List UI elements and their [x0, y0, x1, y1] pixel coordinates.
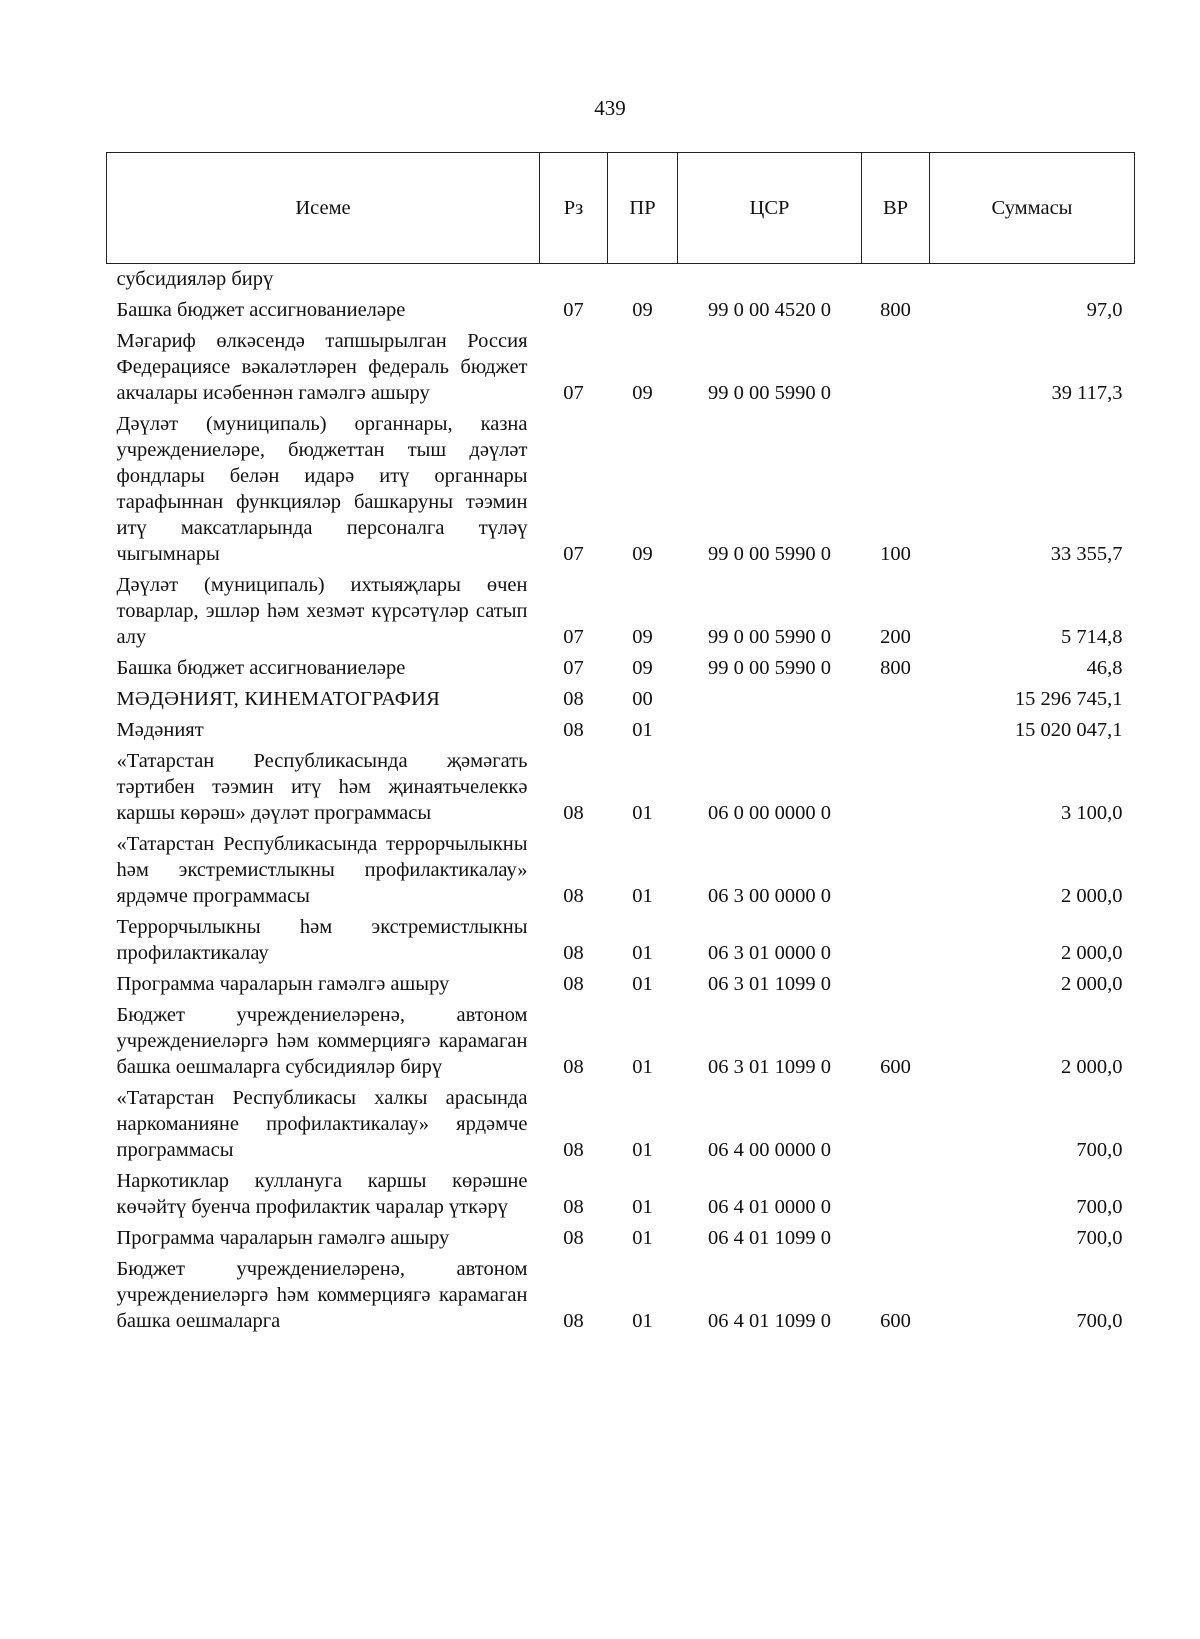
- cell-sum: 15 020 047,1: [1014, 719, 1123, 741]
- header-pr: ПР: [608, 153, 678, 264]
- header-vr: ВР: [862, 153, 930, 264]
- cell-vr: 800: [880, 299, 911, 321]
- cell-rz: 08: [563, 688, 584, 710]
- cell-name: «Татарстан Республикасында җәмәгать тәртибен тәэмин итү һәм җинаятьчелеккә каршы көрәш» дәүләт программасы: [116, 750, 528, 824]
- cell-csr: 99 0 00 4520 0: [708, 299, 831, 321]
- cell-rz: 08: [563, 1227, 584, 1249]
- table-row: [107, 912, 1135, 969]
- table-row: [107, 1223, 1135, 1254]
- table-row: [107, 969, 1135, 1000]
- table-row: [107, 829, 1135, 912]
- cell-name: Террорчылыкны һәм экстремистлыкны профилактикалау: [116, 916, 528, 964]
- cell-rz: 08: [563, 1196, 584, 1218]
- cell-pr: 00: [632, 688, 653, 710]
- cell-pr: 09: [632, 626, 653, 648]
- cell-pr: 09: [632, 299, 653, 321]
- cell-sum: [930, 264, 1135, 296]
- cell-name: Мәгариф өлкәсендә тапшырылган Россия Федерациясе вәкаләтләрен федераль бюджет акчалары исәбеннән гамәлгә ашыру: [116, 330, 528, 404]
- cell-pr: 09: [632, 657, 653, 679]
- cell-rz: 08: [563, 973, 584, 995]
- cell-pr: 01: [632, 1196, 653, 1218]
- cell-vr: [862, 969, 930, 1000]
- cell-csr: 99 0 00 5990 0: [708, 382, 831, 404]
- cell-pr: 01: [632, 1310, 653, 1332]
- cell-name: Программа чараларын гамәлгә ашыру: [116, 973, 450, 995]
- cell-sum: 46,8: [1086, 657, 1123, 679]
- table-row: [107, 326, 1135, 409]
- cell-name: Башка бюджет ассигнованиеләре: [116, 299, 406, 321]
- cell-pr: 09: [632, 543, 653, 565]
- cell-vr: 600: [880, 1310, 911, 1332]
- table-row: [107, 409, 1135, 570]
- cell-vr: [862, 1083, 930, 1166]
- cell-pr: 01: [632, 1056, 653, 1078]
- cell-csr: 99 0 00 5990 0: [708, 543, 831, 565]
- cell-name: Бюджет учреждениеләренә, автоном учреждениеләргә һәм коммерциягә карамаган башка оешмаларга: [116, 1258, 528, 1332]
- table-body: [107, 264, 1135, 1338]
- cell-csr: 06 4 01 0000 0: [708, 1196, 831, 1218]
- cell-vr: [862, 912, 930, 969]
- table-row: [107, 570, 1135, 653]
- cell-sum: 2 000,0: [1061, 885, 1123, 907]
- cell-csr: 99 0 00 5990 0: [708, 657, 831, 679]
- cell-name: Башка бюджет ассигнованиеләре: [116, 657, 406, 679]
- cell-rz: 07: [563, 382, 584, 404]
- cell-rz: 08: [563, 1310, 584, 1332]
- cell-vr: [862, 684, 930, 715]
- cell-sum: 3 100,0: [1061, 802, 1123, 824]
- page-number: 439: [594, 96, 626, 120]
- cell-sum: 5 714,8: [1061, 626, 1123, 648]
- cell-vr: 200: [880, 626, 911, 648]
- header-sum: Суммасы: [930, 153, 1135, 264]
- cell-name: субсидияләр бирү: [116, 268, 274, 290]
- cell-sum: 15 296 745,1: [1014, 688, 1123, 710]
- cell-pr: 01: [632, 802, 653, 824]
- budget-table: [106, 152, 1135, 1337]
- cell-sum: 700,0: [1076, 1227, 1123, 1249]
- cell-pr: [608, 264, 678, 296]
- cell-csr: 06 4 01 1099 0: [708, 1310, 831, 1332]
- table-row: [107, 295, 1135, 326]
- cell-name: Программа чараларын гамәлгә ашыру: [116, 1227, 450, 1249]
- cell-csr: 06 0 00 0000 0: [708, 802, 831, 824]
- cell-sum: 700,0: [1076, 1139, 1123, 1161]
- table-row: [107, 1254, 1135, 1337]
- cell-vr: [862, 326, 930, 409]
- cell-csr: 06 3 01 1099 0: [708, 1056, 831, 1078]
- table-row: [107, 653, 1135, 684]
- cell-vr: [862, 264, 930, 296]
- cell-csr: [678, 264, 862, 296]
- cell-pr: 01: [632, 719, 653, 741]
- cell-rz: 08: [563, 942, 584, 964]
- cell-pr: 01: [632, 973, 653, 995]
- cell-csr: 06 3 01 0000 0: [708, 942, 831, 964]
- cell-rz: 08: [563, 802, 584, 824]
- cell-rz: 08: [563, 719, 584, 741]
- cell-sum: 2 000,0: [1061, 942, 1123, 964]
- cell-name: МӘДӘНИЯТ, КИНЕМАТОГРАФИЯ: [116, 688, 441, 710]
- cell-vr: [862, 746, 930, 829]
- header-rz: Рз: [540, 153, 608, 264]
- table-row: [107, 1083, 1135, 1166]
- cell-rz: 08: [563, 1139, 584, 1161]
- cell-pr: 01: [632, 1227, 653, 1249]
- cell-rz: 07: [563, 657, 584, 679]
- table-row: [107, 264, 1135, 296]
- cell-rz: [540, 264, 608, 296]
- cell-name: «Татарстан Республикасында террорчылыкны һәм экстремистлыкны профилактикалау» ярдәмче программасы: [116, 833, 528, 907]
- cell-sum: 700,0: [1076, 1310, 1123, 1332]
- header-csr: ЦСР: [678, 153, 862, 264]
- cell-vr: 600: [880, 1056, 911, 1078]
- cell-csr: 06 3 01 1099 0: [708, 973, 831, 995]
- cell-pr: 01: [632, 942, 653, 964]
- cell-pr: 01: [632, 885, 653, 907]
- cell-vr: [862, 715, 930, 746]
- cell-sum: 39 117,3: [1051, 382, 1123, 404]
- cell-name: Наркотиклар куллануга каршы көрәшне көчәйтү буенча профилактик чаралар үткәрү: [116, 1170, 528, 1218]
- cell-csr: 06 3 00 0000 0: [708, 885, 831, 907]
- cell-vr: 800: [880, 657, 911, 679]
- cell-sum: 2 000,0: [1061, 973, 1123, 995]
- cell-csr: [678, 715, 862, 746]
- table-row: [107, 715, 1135, 746]
- cell-rz: 07: [563, 299, 584, 321]
- cell-csr: 06 4 01 1099 0: [708, 1227, 831, 1249]
- cell-vr: [862, 829, 930, 912]
- cell-rz: 07: [563, 626, 584, 648]
- cell-csr: 99 0 00 5990 0: [708, 626, 831, 648]
- cell-name: Мәдәният: [116, 719, 204, 741]
- cell-csr: [678, 684, 862, 715]
- cell-name: «Татарстан Республикасы халкы арасында наркоманияне профилактикалау» ярдәмче программасы: [116, 1087, 528, 1161]
- cell-rz: 08: [563, 885, 584, 907]
- table-row: [107, 1000, 1135, 1083]
- cell-vr: [862, 1166, 930, 1223]
- table-row: [107, 684, 1135, 715]
- cell-vr: [862, 1223, 930, 1254]
- cell-name: Дәүләт (муниципаль) органнары, казна учреждениеләре, бюджеттан тыш дәүләт фондлары белән идарә итү органнары тарафыннан функцияләр башкаруны тәэмин итү максатларында персоналга түләү чыгымнары: [116, 413, 528, 565]
- cell-sum: 97,0: [1086, 299, 1123, 321]
- cell-rz: 08: [563, 1056, 584, 1078]
- cell-sum: 700,0: [1076, 1196, 1123, 1218]
- cell-name: Бюджет учреждениеләренә, автоном учреждениеләргә һәм коммерциягә карамаган башка оешмаларга субсидияләр бирү: [116, 1004, 528, 1078]
- header-name: Исеме: [107, 153, 540, 264]
- cell-sum: 2 000,0: [1061, 1056, 1123, 1078]
- cell-sum: 33 355,7: [1050, 543, 1123, 565]
- table-row: [107, 1166, 1135, 1223]
- cell-vr: 100: [880, 543, 911, 565]
- cell-pr: 01: [632, 1139, 653, 1161]
- cell-pr: 09: [632, 382, 653, 404]
- cell-csr: 06 4 00 0000 0: [708, 1139, 831, 1161]
- table-row: [107, 746, 1135, 829]
- cell-rz: 07: [563, 543, 584, 565]
- table-header: [107, 153, 1135, 264]
- cell-name: Дәүләт (муниципаль) ихтыяҗлары өчен товарлар, эшләр һәм хезмәт күрсәтүләр сатып алу: [116, 574, 528, 648]
